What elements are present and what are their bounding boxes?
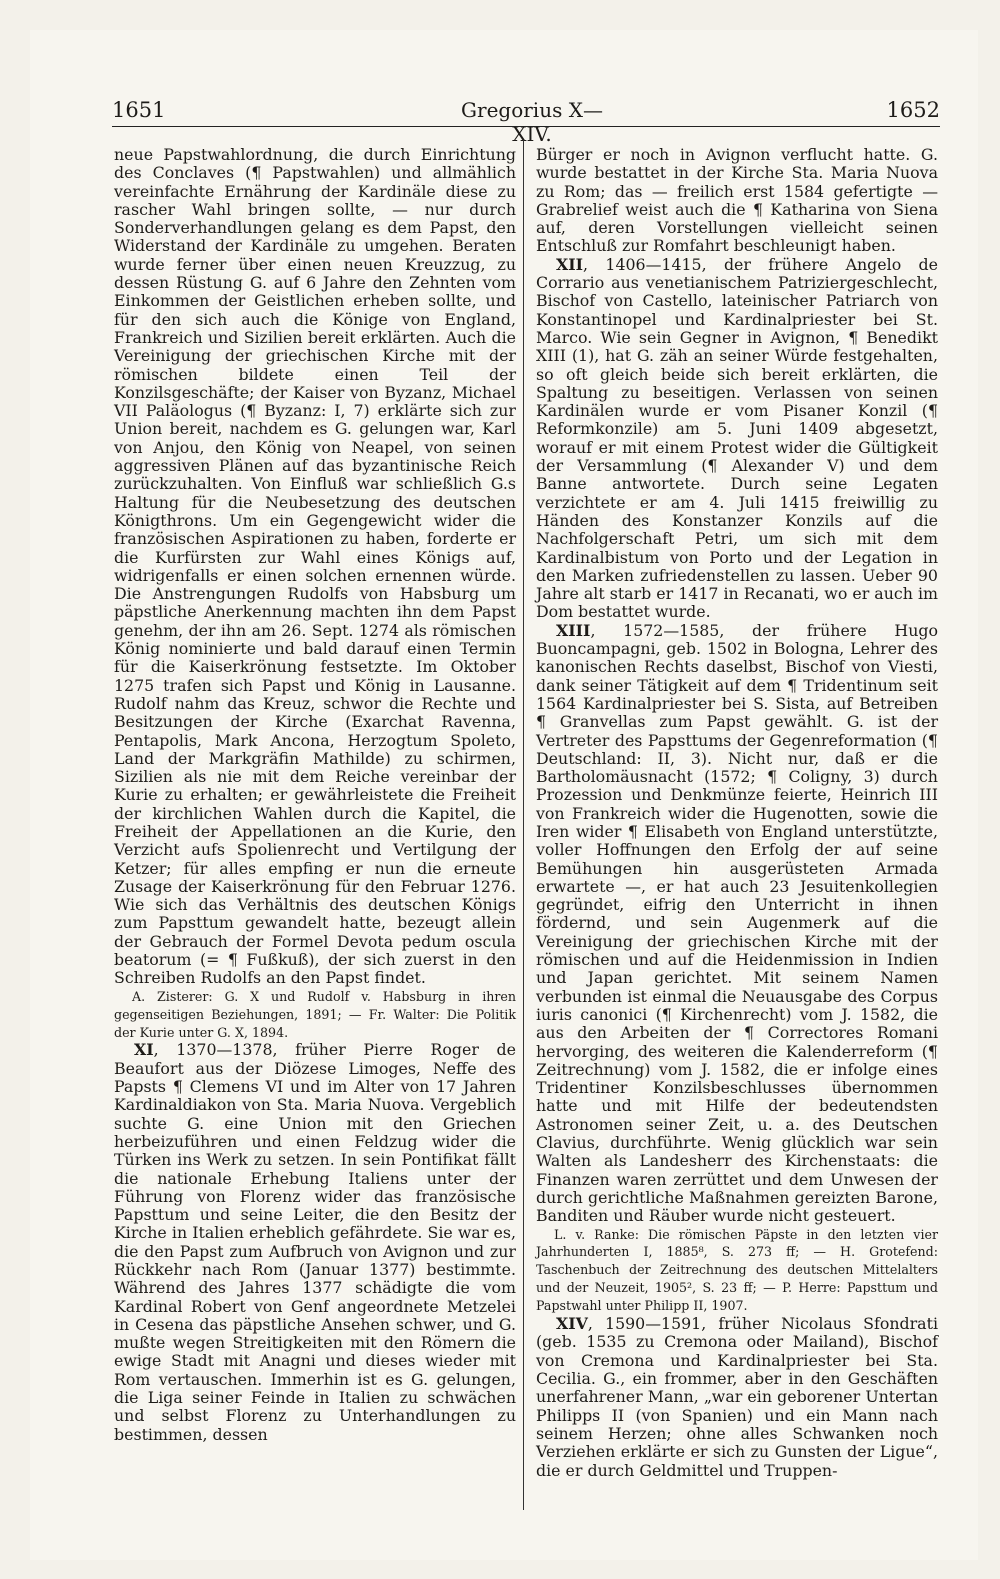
paragraph-gregor-xiv: XIV, 1590—1591, früher Nicolaus Sfondrati (geb. 1535 zu Cremona oder Mailand), Bischof von Cremona und Kardinalpriester bei Sta. Cecilia. G., ein frommer, aber in den Geschäften unerfahrener Mann, „war ein geborener Untertan Philipps II (von Spanien) und ein Mann nach seinem Herzen; ohne alles Schwanken noch Verziehen erklärte er sich zu Gunsten der Ligue“, die er durch Geldmittel und Truppen- bbox=[536, 1314, 938, 1480]
page-number-right: 1652 bbox=[886, 98, 940, 122]
paragraph-gregor-x-end: neue Papstwahlordnung, die durch Einrichtung des Conclaves (¶ Papstwahlen) und allmählich vereinfachte Ernährung der Kardinäle diese zu rascher Wahl bringen sollte, — nur durch Sonderverhandlungen gelang es dem Papst, den Widerstand der Kardinäle zu umgehen. Beraten wurde ferner über einen neuen Kreuzzug, zu dessen Rüstung G. auf 6 Jahre den Zehnten vom Einkommen der Geistlichen erheben sollte, und für den sich auch die Könige von England, Frankreich und Sizilien bereit erklärten. Auch die Vereinigung der griechischen Kirche mit der römischen bildete einen Teil der Konzilsgeschäfte; der Kaiser von Byzanz, Michael VII Paläologus (¶ Byzanz: I, 7) erklärte sich zur Union bereit, nachdem es G. gelungen war, Karl von Anjou, den König von Neapel, von seinen aggressiven Plänen auf das byzantinische Reich zurückzuhalten. Von Einfluß war schließlich G.s Haltung für die Neubesetzung des deutschen Königthrons. Um ein Gegengewicht wider die französischen Aspirationen zu haben, forderte er die Kurfürsten zur Wahl eines Königs auf, widrigenfalls er einen solchen ernennen würde. Die Anstrengungen Rudolfs von Habsburg um päpstliche Anerkennung machten ihn dem Papst genehm, der ihn am 26. Sept. 1274 als römischen König nominierte und bald darauf einen Termin für die Kaiserkrönung festsetzte. Im Oktober 1275 trafen sich Papst und König in Lausanne. Rudolf nahm das Kreuz, schwor die Rechte und Besitzungen der Kirche (Exarchat Ravenna, Pentapolis, Mark Ancona, Herzogtum Spoleto, Land der Markgräfin Mathilde) zu schirmen, Sizilien als nie mit dem Reiche vereinbar der Kurie zu erhalten; er gewährleistete die Freiheit der kirchlichen Wahlen durch die Kapitel, die Freiheit der Appellationen an die Kurie, den Verzicht aufs Spolienrecht und Vertilgung der Ketzer; für alles empfing er nun die erneute Zusage der Kaiserkrönung für den Februar 1276. Wie sich das Verhältnis des deutschen Königs zum Papsttum gewandelt hatte, bezeugt allein der Gebrauch der Formel Devota pedum oscula beatorum (= ¶ Fußkuß), der sich zuerst in den Schreiben Rudolfs an den Papst findet. bbox=[114, 145, 516, 988]
paragraph-gregor-xi-end: Bürger er noch in Avignon verflucht hatte. G. wurde bestattet in der Kirche Sta. Maria Nuova zu Rom; das — freilich erst 1584 gefertigte — Grabrelief weist auch die ¶ Katharina von Siena auf, deren Vorstellungen vielleicht seinen Entschluß zur Romfahrt beschleunigt haben. bbox=[536, 145, 938, 256]
running-header bbox=[112, 98, 940, 146]
paragraph-gregor-xi: XI, 1370—1378, früher Pierre Roger de Beaufort aus der Diözese Limoges, Neffe des Papsts ¶ Clemens VI und im Alter von 17 Jahren Kardinaldiakon von Sta. Maria Nuova. Vergeblich suchte G. eine Union mit den Griechen herbeizuführen und einen Feldzug wider die Türken ins Werk zu setzen. In sein Pontifikat fällt die nationale Erhebung Italiens unter der Führung von Florenz wider das französische Papsttum und seine Leiter, die den Besitz der Kirche in Italien erheblich gefährdete. Sie war es, die den Papst zum Aufbruch von Avignon und zur Rückkehr nach Rom (Januar 1377) bestimmte. Während des Jahres 1377 schädigte die vom Kardinal Robert von Genf angeordnete Metzelei in Cesena das päpstliche Ansehen schwer, und G. mußte wegen Streitigkeiten mit den Römern die ewige Stadt mit Anagni und dieses wieder mit Rom vertauschen. Immerhin ist es G. gelungen, die Liga seiner Feinde in Italien zu schwächen und selbst Florenz zu Unterhandlungen zu bestimmen, dessen bbox=[114, 1040, 516, 1444]
left-column bbox=[114, 146, 516, 1444]
entry-numeral: XIII bbox=[556, 620, 591, 640]
entry-numeral: XII bbox=[556, 254, 584, 274]
paragraph-gregor-xii: XII, 1406—1415, der frühere Angelo de Corrario aus venetianischem Patriziergeschlecht, Bischof von Castello, lateinischer Patriarch von Konstantinopel und Kardinalpriester bei St. Marco. Wie sein Gegner in Avignon, ¶ Benedikt XIII (1), hat G. zäh an seiner Würde festgehalten, so oft gleich beide sich bereit erklärten, die Spaltung zu beseitigen. Verlassen von seinen Kardinälen wurde er vom Pisaner Konzil (¶ Reformkonzile) am 5. Juni 1409 abgesetzt, worauf er mit einem Protest wider die Gültigkeit der Versammlung (¶ Alexander V) und dem Banne antwortete. Durch seine Legaten verzichtete er am 4. Juli 1415 freiwillig zu Händen des Konstanzer Konzils auf die Nachfolgerschaft Petri, um sich mit dem Kardinalbistum von Porto und der Legation in den Marken zufriedenstellen zu lassen. Ueber 90 Jahre alt starb er 1417 in Recanati, wo er auch im Dom bestattet wurde. bbox=[536, 254, 938, 622]
header-title: Gregorius X—XIV. bbox=[461, 98, 603, 146]
paragraph-gregor-xiii: XIII, 1572—1585, der frühere Hugo Buoncampagni, geb. 1502 in Bologna, Lehrer des kanonischen Rechts daselbst, Bischof von Viesti, dank seiner Tätigkeit auf dem ¶ Tridentinum seit 1564 Kardinalpriester bei S. Sista, auf Betreiben ¶ Granvellas zum Papst gewählt. G. ist der Vertreter des Papsttums der Gegenreformation (¶ Deutschland: II, 3). Nicht nur, daß er die Bartholomäusnacht (1572; ¶ Coligny, 3) durch Prozession und Denkmünze feierte, Heinrich III von Frankreich wider die Hugenotten, sowie die Iren wider ¶ Elisabeth von England unterstützte, voller Hoffnungen den Erfolg der auf seine Bemühungen hin ausgerüsteten Armada erwartete —, er hat auch 23 Jesuitenkollegien gegründet, eifrig den Unterricht in ihnen fördernd, und sein Augenmerk auf die Vereinigung der griechischen Kirche mit der römischen und auf die Heidenmission in Indien und Japan gerichtet. Mit seinem Namen verbunden ist einmal die Neuausgabe des Corpus iuris canonici (¶ Kirchenrecht) vom J. 1582, die aus den Arbeiten der ¶ Correctores Romani hervorging, des weiteren die Kalenderreform (¶ Zeitrechnung) vom J. 1582, die er infolge eines Tridentiner Konzilsbeschlusses übernommen hatte und mit Hilfe der bedeutendsten Astronomen seiner Zeit, u. a. des Deutschen Clavius, durchführte. Wenig glücklich war sein Walten als Landesherr des Kirchenstaats: die Finanzen waren zerrüttet und dem Unwesen der durch gerichtliche Maßnahmen gereizten Barone, Banditen und Räuber wurde nicht gesteuert. bbox=[536, 620, 938, 1226]
page-number-left: 1651 bbox=[112, 98, 166, 122]
right-column bbox=[536, 146, 938, 1480]
literature-gregor-x: A. Zisterer: G. X und Rudolf v. Habsburg in ihren gegenseitigen Beziehungen, 1891; — Fr. Walter: Die Politik der Kurie unter G. X, 1894. bbox=[114, 988, 516, 1040]
header-rule bbox=[112, 126, 940, 127]
entry-numeral: XI bbox=[134, 1040, 154, 1060]
column-separator bbox=[523, 140, 524, 1510]
literature-gregor-xiii: L. v. Ranke: Die römischen Päpste in den letzten vier Jahrhunderten I, 1885⁸, S. 273 ff; — H. Grotefend: Taschenbuch der Zeitrechnung des deutschen Mittelalters und der Neuzeit, 1905², S. 23 ff; — P. Herre: Papsttum und Papstwahl unter Philipp II, 1907. bbox=[536, 1226, 938, 1314]
entry-numeral: XIV bbox=[556, 1314, 588, 1334]
